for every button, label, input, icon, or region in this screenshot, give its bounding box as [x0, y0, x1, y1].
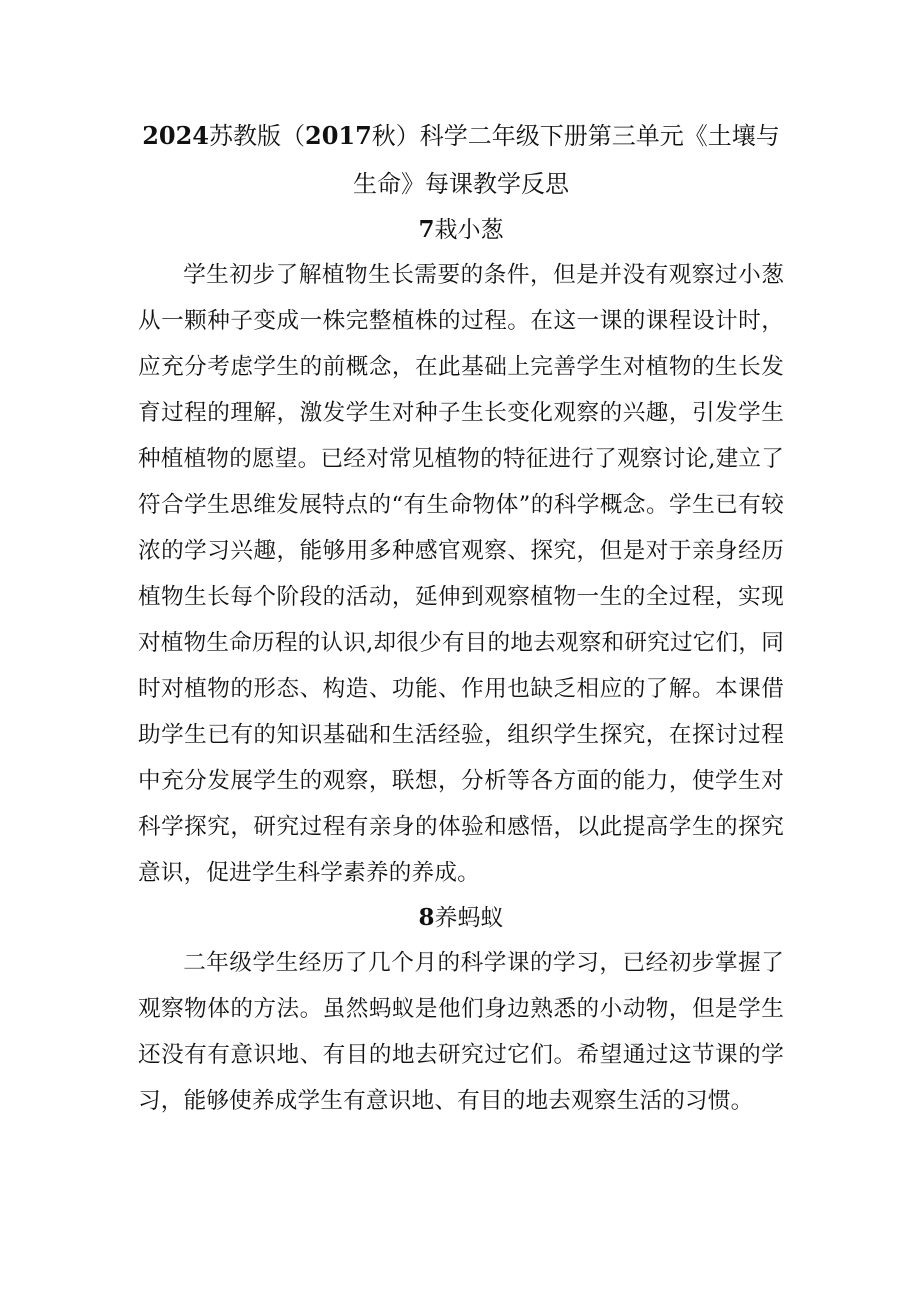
section-paragraph-lesson-7: 学生初步了解植物生长需要的条件，但是并没有观察过小葱从一颗种子变成一株完整植株的过程。在这一课的课程设计时，应充分考虑学生的前概念，在此基础上完善学生对植物的生长发育过程的理解，激发学生对种子生长变化观察的兴趣，引发学生种植植物的愿望。已经对常见植物的特征进行了观察讨论,建立了符合学生思维发展特点的“有生命物体”的科学概念。学生已有较浓的学习兴趣，能够用多种感官观察、探究，但是对于亲身经历植物生长每个阶段的活动，延伸到观察植物一生的全过程，实现对植物生命历程的认识,却很少有目的地去观察和研究过它们，同时对植物的形态、构造、功能、作用也缺乏相应的了解。本课借助学生已有的知识基础和生活经验，组织学生探究，在探讨过程中充分发展学生的观察，联想，分析等各方面的能力，使学生对科学探究，研究过程有亲身的体验和感悟，以此提高学生的探究意识，促进学生科学素养的养成。: [138, 262, 784, 886]
lesson-title: 栽小葱: [434, 217, 504, 243]
title-text-a: 苏教版（: [209, 122, 305, 150]
title-edition-year: 2017: [305, 121, 372, 150]
document-page: [138, 112, 784, 1124]
section-paragraph-lesson-8: 二年级学生经历了几个月的科学课的学习，已经初步掌握了观察物体的方法。虽然蚂蚁是他们身边熟悉的小动物，但是学生还没有有意识地、有目的地去研究过它们。希望通过这节课的学习，能够使养成学生有意识地、有目的地去观察生活的习惯。: [138, 950, 784, 1114]
lesson-number: 8: [418, 904, 435, 931]
lesson-number: 7: [418, 216, 435, 243]
document-title-line-2: 生命》每课教学反思: [353, 170, 569, 198]
section-heading-lesson-8: [138, 896, 784, 940]
section-heading-lesson-7: [138, 208, 784, 252]
title-year: 2024: [142, 121, 209, 150]
lesson-title: 养蚂蚁: [434, 905, 504, 931]
title-text-b: 秋）科学二年级下册第三单元《土壤与: [371, 122, 780, 150]
document-title-line-1: [138, 112, 784, 160]
